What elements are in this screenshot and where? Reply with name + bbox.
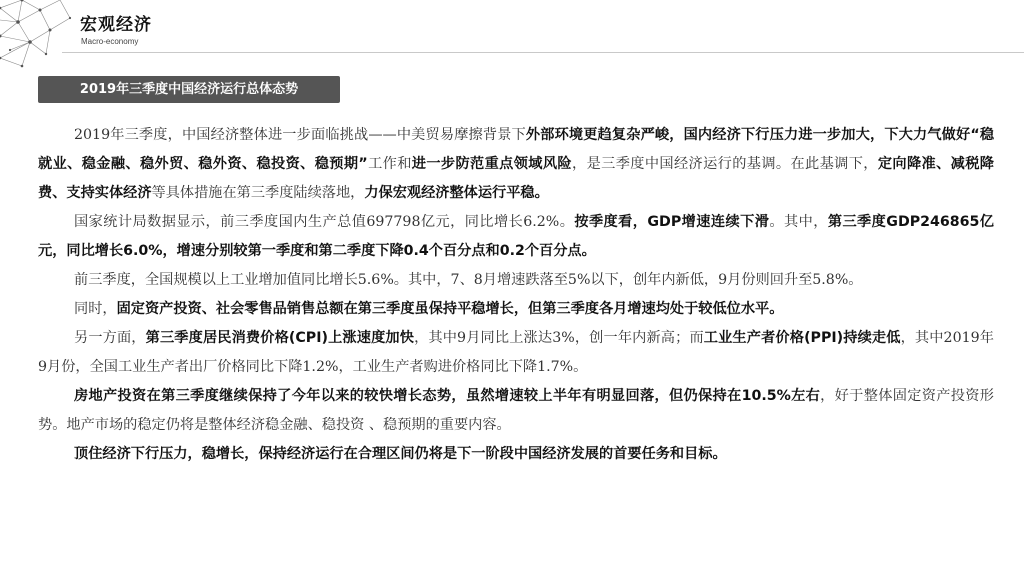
emphasis-text: 定向降准、减税降费、支持实体经济	[38, 156, 994, 201]
network-corner-decoration	[0, 0, 78, 70]
body-text: 。其中，	[769, 214, 828, 230]
article-body	[38, 121, 994, 469]
paragraph	[38, 295, 994, 324]
paragraph	[38, 382, 994, 440]
body-text: 同时，	[74, 301, 117, 317]
body-text: 工作和	[367, 156, 412, 172]
section-subtitle: Macro-economy	[81, 37, 139, 46]
header-divider	[62, 52, 1024, 53]
section-title: 宏观经济	[80, 15, 152, 35]
body-text: 等具体措施在第三季度陆续落地，	[151, 185, 365, 201]
emphasis-text: 工业生产者价格(PPI)持续走低	[703, 330, 901, 346]
emphasis-text: 固定资产投资、社会零售品销售总额在第三季度虽保持平稳增长，但第三季度各月增速均处于较低位水平。	[116, 301, 784, 317]
body-text: ，其中9月同比上涨达3%，创一年内新高；而	[414, 330, 704, 346]
emphasis-text: 外部环境更趋复杂严峻，国内经济下行压力进一步加大，下大力气做好“稳就业、稳金融、稳外贸、稳外资、稳投资、稳预期”	[38, 127, 995, 172]
emphasis-text: 进一步防范重点领域风险	[411, 156, 572, 172]
body-text: 另一方面，	[74, 330, 146, 346]
body-text: 前三季度，全国规模以上工业增加值同比增长5.6%。其中，7、8月增速跌落至5%以下，创年内新低，9月份则回升至5.8%。	[74, 272, 863, 288]
emphasis-text: 按季度看，GDP增速连续下滑	[574, 214, 770, 230]
body-text: ，其中2019年9月份，全国工业生产者出厂价格同比下降1.2%，工业生产者购进价格同比下降1.7%。	[38, 330, 994, 375]
paragraph	[38, 324, 994, 382]
body-text: 2019年三季度，中国经济整体进一步面临挑战——中美贸易摩擦背景下	[74, 127, 526, 143]
emphasis-text: 第三季度GDP246865亿元，同比增长6.0%，增速分别较第一季度和第二季度下降0.4个百分点和0.2个百分点。	[38, 214, 994, 259]
paragraph	[38, 121, 994, 208]
body-text: ，是三季度中国经济运行的基调。在此基调下，	[572, 156, 878, 172]
topic-banner: 2019年三季度中国经济运行总体态势	[38, 76, 340, 103]
paragraph	[38, 266, 994, 295]
emphasis-text: 力保宏观经济整体运行平稳。	[364, 185, 549, 201]
body-text: ，好于整体固定资产投资形势。地产市场的稳定仍将是整体经济稳金融、稳投资 、稳预期的重要内容。	[38, 388, 994, 433]
paragraph	[38, 440, 994, 469]
emphasis-text: 第三季度居民消费价格(CPI)上涨速度加快	[145, 330, 415, 346]
body-text: 国家统计局数据显示，前三季度国内生产总值697798亿元，同比增长6.2%。	[74, 214, 575, 230]
emphasis-text: 顶住经济下行压力，稳增长，保持经济运行在合理区间仍将是下一阶段中国经济发展的首要任务和目标。	[74, 446, 727, 462]
emphasis-text: 房地产投资在第三季度继续保持了今年以来的较快增长态势，虽然增速较上半年有明显回落，但仍保持在10.5%左右	[74, 388, 821, 404]
paragraph	[38, 208, 994, 266]
